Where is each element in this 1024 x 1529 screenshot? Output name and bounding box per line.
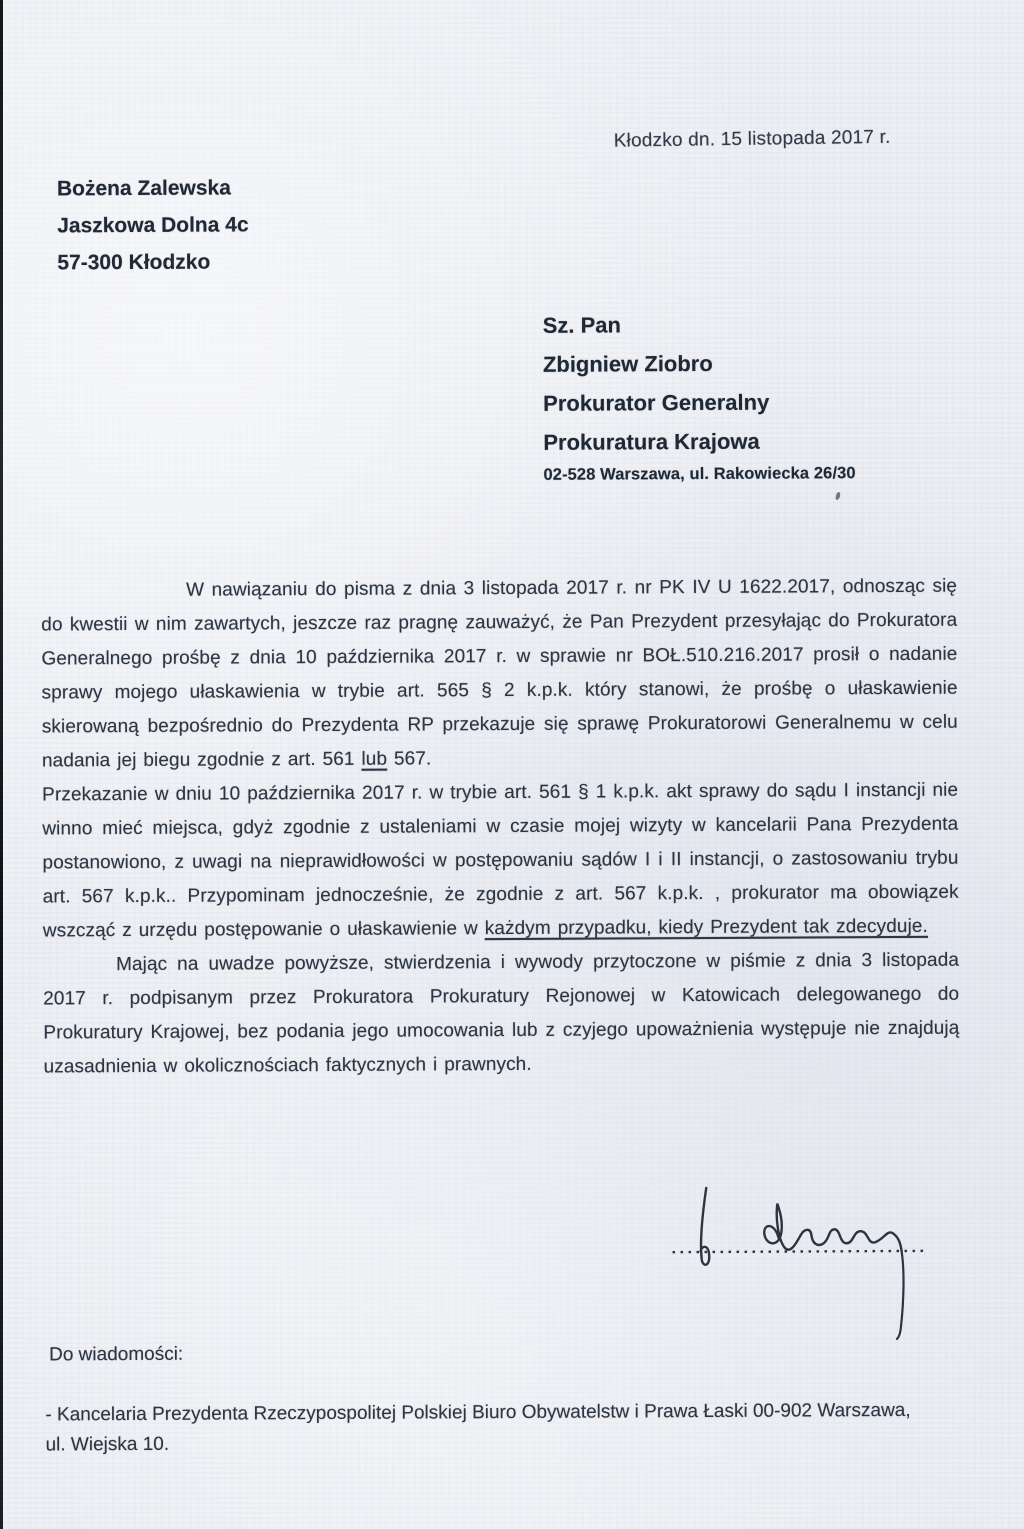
cc-entry: - Kancelaria Prezydenta Rzeczypospolitej Polskiej Biuro Obywatelstw i Prawa Łaski 00-902 Warszawa, ul. Wiejska 10. [45,1399,911,1456]
text-segment: W nawiązaniu do pisma z dnia 3 listopada 2017 r. nr PK IV U 1622.2017, odnosząc się do kwestii w nim zawartych, jeszcze raz pragnę zauważyć, że Pan Prezydent przesyłając do Prokuratora Generalnego prośbę z dnia 10 października 2017 r. w sprawie nr BOŁ.510.216.2017 prosił o nadanie sprawy mojego ułaskawienia w trybie art. 565 § 2 k.p.k. który stanowi, że prośbę o ułaskawienie skierowaną bezpośrednio do Prezydenta RP przekazuje się sprawę Prokuratorowi Generalnemu w celu nadania jej biegu zgodnie z art. 561 [41,575,958,772]
letter-body [41,570,960,1085]
sender-city: 57-300 Kłodzko [57,250,211,275]
cc-heading: Do wiadomości: [49,1343,184,1366]
sender-name: Bożena Zalewska [56,176,231,201]
recipient-institution: Prokuratura Krajowa [543,428,760,455]
underlined-text: lub [361,748,388,770]
body-paragraph-3 [43,944,960,1085]
underlined-text: każdym przypadku, kiedy Prezydent tak zdecyduje. [484,915,928,940]
body-paragraph-1 [41,570,958,779]
body-paragraph-2 [42,774,959,949]
recipient-title: Prokurator Generalny [543,389,770,416]
text-segment: Przekazanie w dniu 10 października 2017 r. w trybie art. 561 § 1 k.p.k. akt sprawy do sądu I instancji nie winno mieć miejsca, gdyż zgodnie z ustaleniami w czasie mojej wizyty w kancelarii Pana Prezydenta postanowiono, z uwagi na nieprawidłowości w postępowaniu sądów I i II instancji, o zastosowaniu trybu art. 567 k.p.k.. Przypominam jednocześnie, że zgodnie z art. 567 k.p.k. , prokurator ma obowiązek wszcząć z urzędu postępowanie o ułaskawienie w [42,779,959,942]
signature-dotted-line [673,1251,926,1252]
recipient-name: Zbigniew Ziobro [542,350,713,377]
text-segment: Mając na uwadze powyższe, stwierdzenia i wywody przytoczone w piśmie z dnia 3 listopada 2017 r. podpisanym przez Prokuratora Prokuratury Rejonowej w Katowicach delegowanego do Prokuratury Krajowej, bez podania jego umocowania lub z czyjego upoważnienia występuje nie znajdują uzasadnienia w okolicznościach faktycznych i prawnych. [43,949,960,1078]
recipient-address: 02-528 Warszawa, ul. Rakowiecka 26/30 [543,464,856,484]
sender-block [57,169,249,281]
handwritten-signature [657,1181,953,1353]
sender-street: Jaszkowa Dolna 4c [57,213,249,238]
recipient-block [543,304,856,485]
date-line: Kłodzko dn. 15 listopada 2017 r. [613,126,891,152]
recipient-salutation: Sz. Pan [542,312,622,338]
text-segment: 567. [387,748,432,770]
signature-scrawl-icon [657,1181,953,1353]
